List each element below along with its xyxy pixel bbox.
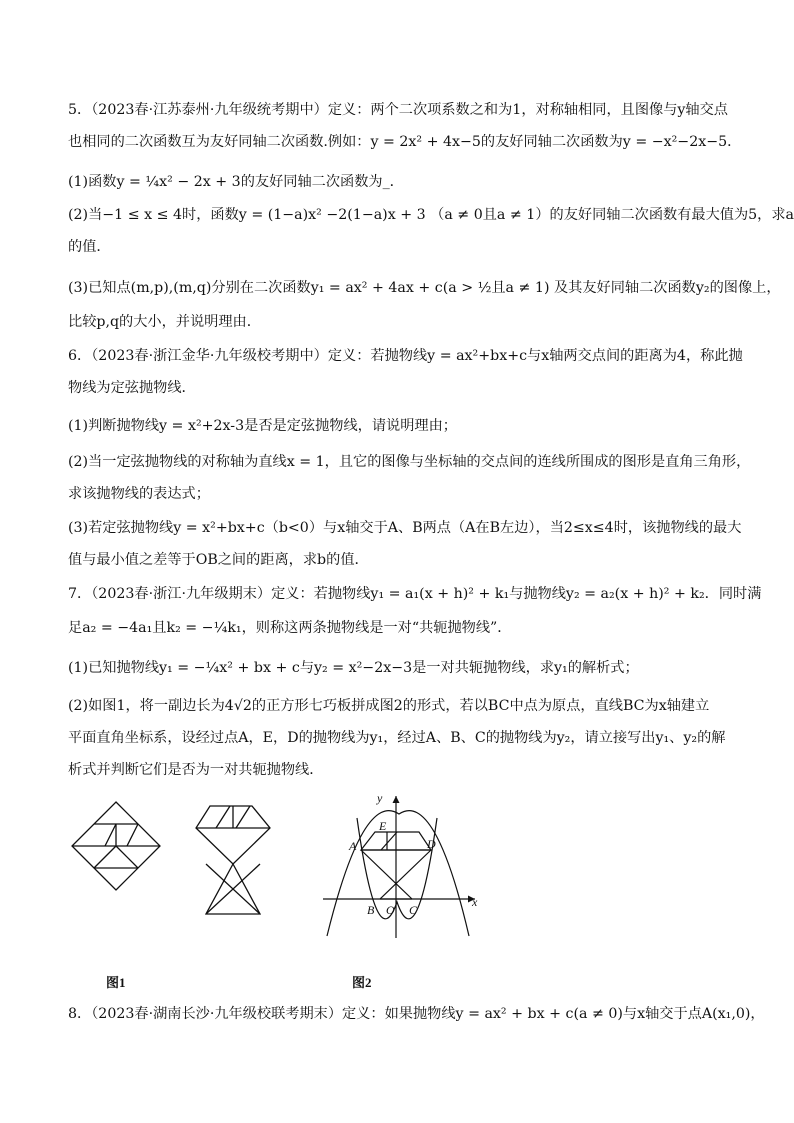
label-B: B <box>367 903 375 917</box>
p5-part-2-cont: 的值． <box>68 239 111 255</box>
label-C: C <box>409 903 418 917</box>
p5-part-1: (1)函数y = ¼x² − 2x + 3的友好同轴二次函数为_． <box>68 174 404 190</box>
p5-line-2: 也相同的二次函数互为友好同轴二次函数.例如：y = 2x² + 4x−5的友好同轴二次函数为y = −x²−2x−5． <box>68 134 742 150</box>
p6-part-2: (2)当一定弦抛物线的对称轴为直线x = 1，且它的图像与坐标轴的交点间的连线所围成的图形是直角三角形， <box>68 454 751 470</box>
figure-2-coordinate-plane <box>315 788 485 944</box>
p7-part-2: (2)如图1，将一副边长为4√2的正方形七巧板拼成图2的形式，若以BC中点为原点，直线BC为x轴建立 <box>68 698 710 714</box>
figure-2-caption: 图2 <box>352 975 372 990</box>
figure-1-tangram-square <box>68 798 164 922</box>
p5-part-3-cont: 比较p,q的大小，并说明理由． <box>68 314 261 330</box>
figure-1-tangram-cup <box>190 800 276 924</box>
parabola-y1-wide <box>327 811 469 936</box>
p5-part-3: (3)已知点(m,p),(m,q)分别在二次函数y₁ = ax² + 4ax + c(a > ½且a ≠ 1) 及其友好同轴二次函数y₂的图像上， <box>68 280 781 296</box>
tangram-edge <box>94 846 116 868</box>
p7-line-2: 足a₂ = −4a₁且k₂ = −¼k₁，则称这两条抛物线是一对“共轭抛物线”． <box>68 620 512 636</box>
p5-part-2: (2)当−1 ≤ x ≤ 4时，函数y = (1−a)x² −2(1−a)x + 3 （a ≠ 0且a ≠ 1）的友好同轴二次函数有最大值为5，求a <box>68 207 794 223</box>
p8-line-1: 8．（2023春·湖南长沙·九年级校联考期末）定义：如果抛物线y = ax² + bx + c(a ≠ 0)与x轴交于点A(x₁,0)， <box>68 1006 765 1022</box>
label-x: x <box>472 895 478 909</box>
tangram-edge <box>105 824 116 846</box>
p6-part-3: (3)若定弦抛物线y = x²+bx+c（b<0）与x轴交于A、B两点（A在B左边），当2≤x≤4时，该抛物线的最大 <box>68 520 742 536</box>
p6-line-2: 物线为定弦抛物线． <box>68 380 196 396</box>
p6-part-3-cont: 值与最小值之差等于OB之间的距离，求b的值． <box>68 552 369 568</box>
figure-1-caption: 图1 <box>106 975 126 990</box>
tangram-edge <box>381 832 397 850</box>
tangram-edge <box>361 850 412 899</box>
label-O: O <box>386 903 395 917</box>
cup-edge <box>216 806 230 828</box>
tangram-edge <box>127 824 138 846</box>
tangram-edge <box>116 846 138 868</box>
p5-line-1: 5．（2023春·江苏泰州·九年级统考期中）定义：两个二次项系数之和为1，对称轴相同，且图像与y轴交点 <box>68 102 728 118</box>
p6-part-1: (1)判断抛物线y = x²+2x-3是否是定弦抛物线，请说明理由； <box>68 418 457 434</box>
label-D: D <box>427 837 436 851</box>
p7-part-1: (1)已知抛物线y₁ = −¼x² + bx + c与y₂ = x²−2x−3是一对共轭抛物线，求y₁的解析式； <box>68 660 639 676</box>
cup-edge <box>236 806 250 828</box>
p6-line-1: 6．（2023春·浙江金华·九年级校考期中）定义：若抛物线y = ax²+bx+c与x轴两交点间的距离为4，称此抛 <box>68 348 743 364</box>
p7-line-1: 7．（2023春·浙江·九年级期末）定义：若抛物线y₁ = a₁(x + h)² + k₁与抛物线y₂ = a₂(x + h)² + k₂．同时满 <box>68 586 762 602</box>
label-y: y <box>377 791 383 805</box>
p7-part-2-cont2: 析式并判断它们是否为一对共轭抛物线． <box>68 762 324 778</box>
p7-part-2-cont: 平面直角坐标系，设经过点A，E，D的抛物线为y₁，经过A、B、C的抛物线为y₂，请立接写出y₁、y₂的解 <box>68 730 726 746</box>
label-E: E <box>379 819 387 833</box>
p6-part-2-cont: 求该抛物线的表达式； <box>68 486 210 502</box>
label-A: A <box>349 839 357 853</box>
